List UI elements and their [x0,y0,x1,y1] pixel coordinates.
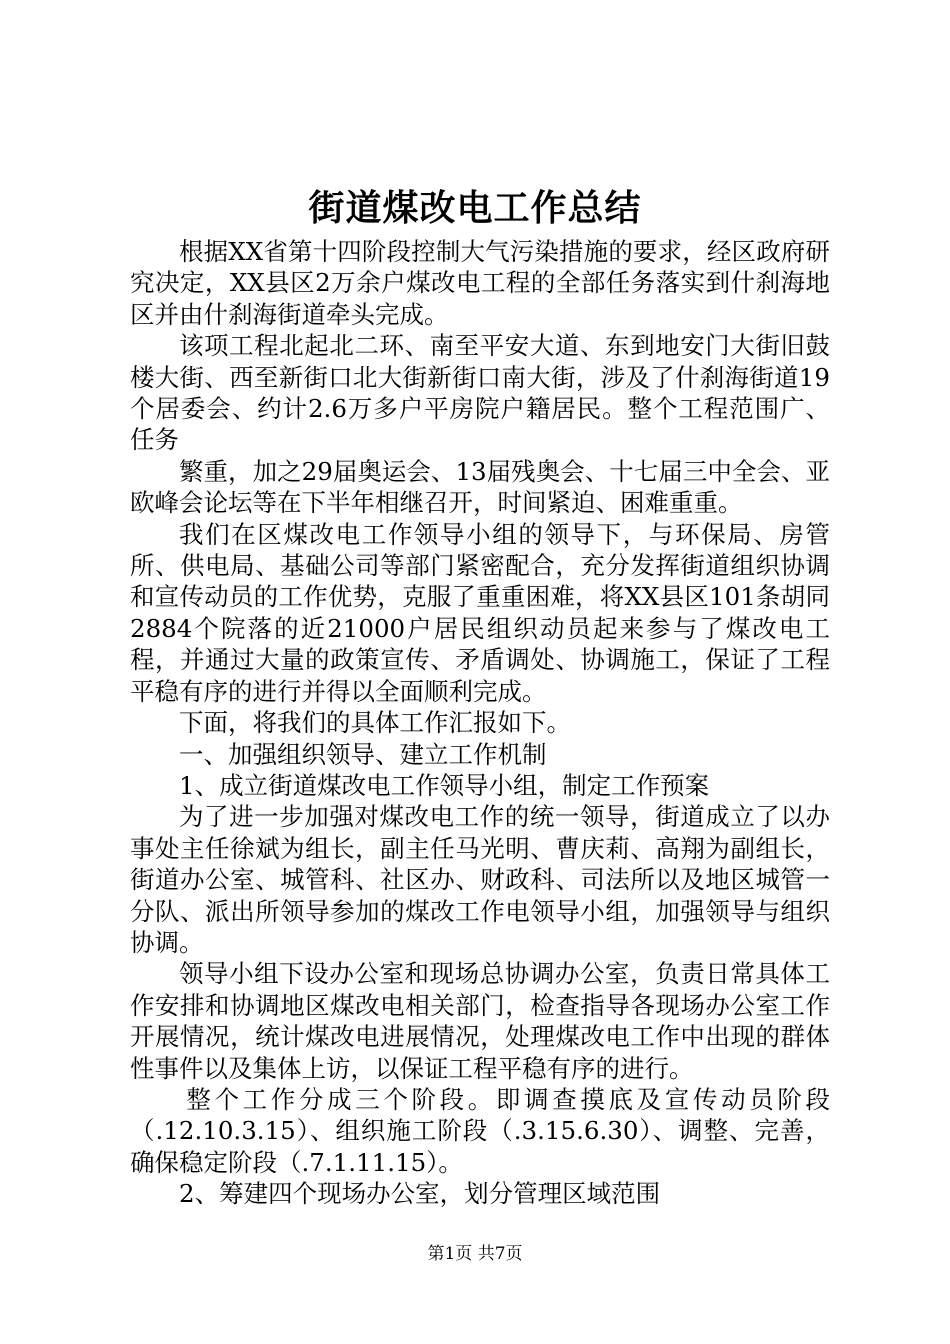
subsection-heading: 1、成立街道煤改电工作领导小组，制定工作预案 [179,770,710,800]
subsection-heading: 2、筹建四个现场办公室，划分管理区域范围 [179,1179,661,1209]
paragraph: 繁重，加之29届奥运会、13届残奥会、十七届三中全会、亚欧峰会论坛等在下半年相继召开，时间紧迫、困难重重。 [130,456,830,518]
paragraph: 该项工程北起北二环、南至平安大道、东到地安门大街旧鼓楼大街、西至新街口北大街新街口南大街，涉及了什刹海街道19个居委会、约计2.6万多户平房院户籍居民。整个工程范围广、任务 [130,331,830,455]
paragraph: 为了进一步加强对煤改电工作的统一领导，街道成立了以办事处主任徐斌为组长，副主任马光明、曹庆莉、高翔为副组长，街道办公室、城管科、社区办、财政科、司法所以及地区城管一分队、派出所领导参加的煤改工作电领导小组，加强领导与组织协调。 [130,802,830,957]
document-body [130,236,830,1210]
page-number-footer: 第1页 共7页 [427,1244,523,1264]
paragraph: 整个工作分成三个阶段。即调查摸底及宣传动员阶段（.12.10.3.15）、组织施工阶段（.3.15.6.30）、调整、完善，确保稳定阶段（.7.1.11.15）。 [130,1084,830,1177]
paragraph: 下面，将我们的具体工作汇报如下。 [179,708,571,738]
paragraph: 我们在区煤改电工作领导小组的领导下，与环保局、房管所、供电局、基础公司等部门紧密配合，充分发挥街道组织协调和宣传动员的工作优势，克服了重重困难，将XX县区101条胡同2884个院落的近21000户居民组织动员起来参与了煤改电工程，并通过大量的政策宣传、矛盾调处、协调施工，保证了工程平稳有序的进行并得以全面顺利完成。 [130,519,830,706]
paragraph: 领导小组下设办公室和现场总协调办公室，负责日常具体工作安排和协调地区煤改电相关部门，检查指导各现场办公室工作开展情况，统计煤改电进展情况，处理煤改电工作中出现的群体性事件以及集体上访，以保证工程平稳有序的进行。 [130,959,830,1083]
section-heading: 一、加强组织领导、建立工作机制 [179,739,547,769]
paragraph: 根据XX省第十四阶段控制大气污染措施的要求，经区政府研究决定，XX县区2万余户煤改电工程的全部任务落实到什刹海地区并由什刹海街道牵头完成。 [130,237,830,329]
document-title: 街道煤改电工作总结 [308,187,642,229]
